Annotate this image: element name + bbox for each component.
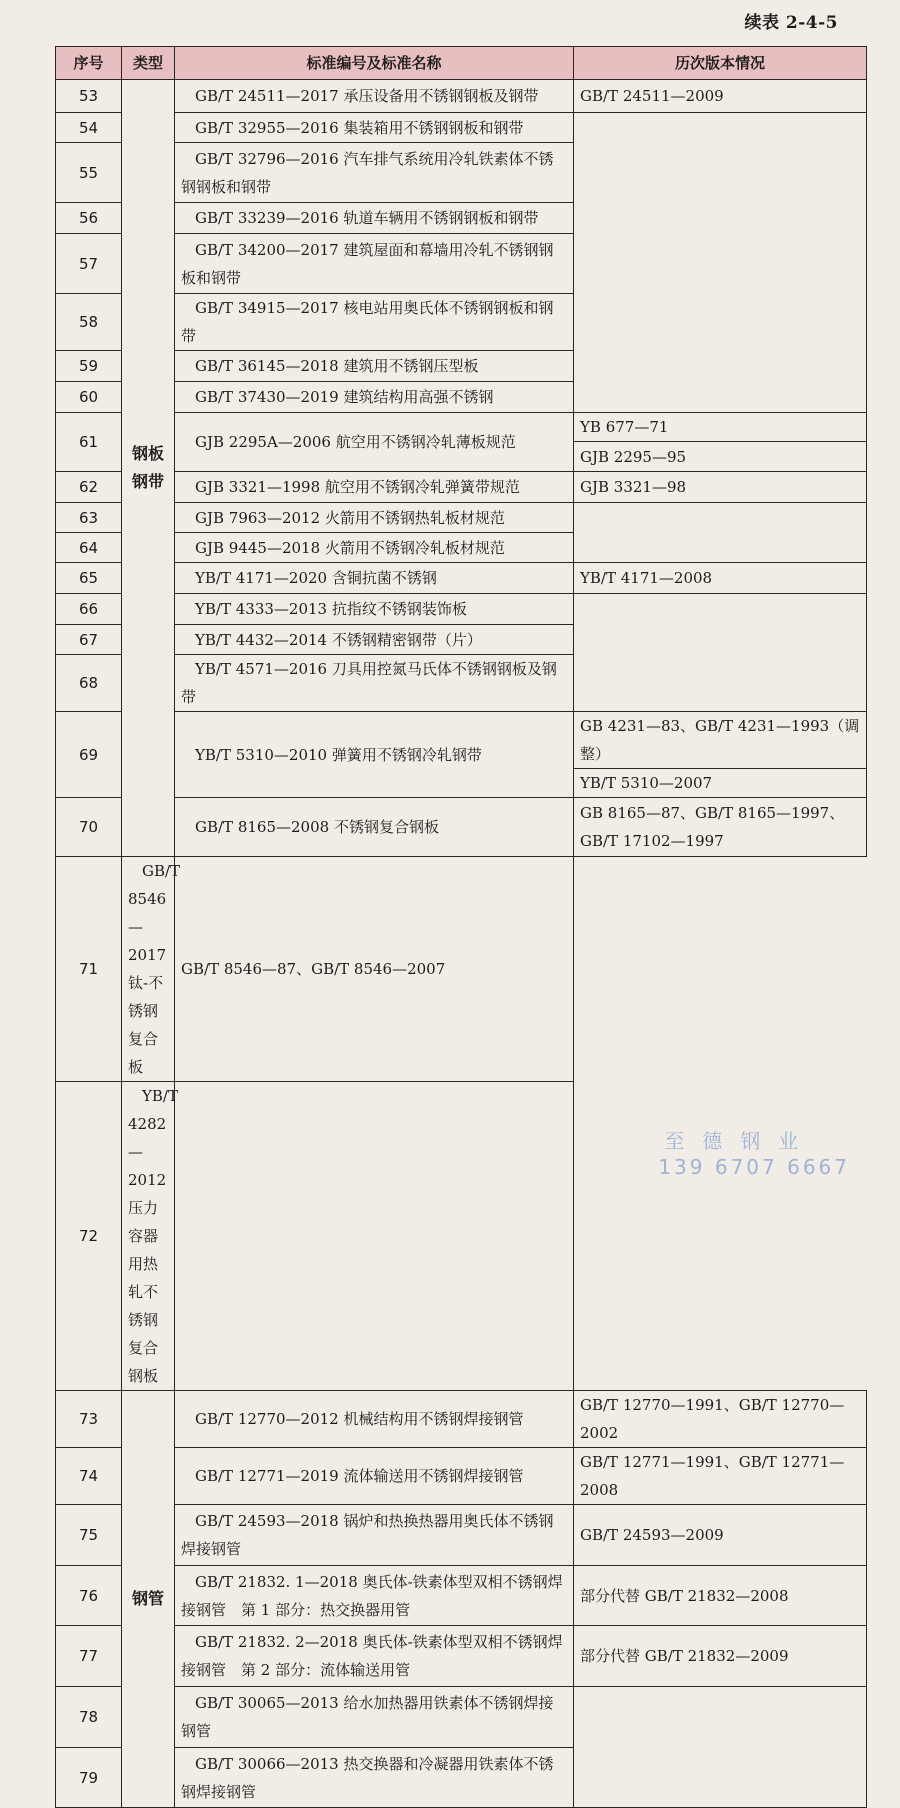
history-cell: GB/T 12770—1991、GB/T 12770—2002 [574,1391,867,1448]
row-number: 79 [56,1748,122,1808]
standard-name: GB/T 24511—2017 承压设备用不锈钢钢板及钢带 [175,80,574,113]
row-number: 63 [56,503,122,533]
standard-name: GB/T 32796—2016 汽车排气系统用冷轧铁素体不锈钢钢板和钢带 [175,143,574,203]
row-number: 71 [56,857,122,1082]
table-row [56,712,867,769]
history-cell: GJB 3321—98 [574,472,867,503]
watermark-company: 至德钢业 [664,1129,817,1153]
row-number: 53 [56,80,122,113]
row-number: 58 [56,294,122,351]
history-cell: GB/T 12771—1991、GB/T 12771—2008 [574,1448,867,1505]
standard-name: GB/T 33239—2016 轨道车辆用不锈钢钢板和钢带 [175,203,574,234]
table-row [56,113,867,143]
row-number: 77 [56,1626,122,1687]
table-row [56,1687,867,1748]
table-row [56,594,867,625]
history-cell: GB/T 8546—87、GB/T 8546—2007 [175,857,574,1082]
row-number: 68 [56,655,122,712]
watermark [658,1128,850,1180]
row-number: 57 [56,234,122,294]
standard-name: GJB 9445—2018 火箭用不锈钢冷轧板材规范 [175,533,574,563]
table-row [56,80,867,113]
history-cell [574,503,867,563]
row-number: 70 [56,798,122,857]
row-number: 54 [56,113,122,143]
row-number: 67 [56,625,122,655]
standard-name: GB/T 12771—2019 流体输送用不锈钢焊接钢管 [175,1448,574,1505]
standard-name: GB/T 32955—2016 集装箱用不锈钢钢板和钢带 [175,113,574,143]
continued-table-label: 续表 2-4-5 [744,13,838,33]
table-row [56,1391,867,1448]
standard-name: GB/T 12770—2012 机械结构用不锈钢焊接钢管 [175,1391,574,1448]
standard-name: YB/T 4282—2012 压力容器用热轧不锈钢复合钢板 [122,1082,175,1391]
history-cell: 部分代替 GB/T 21832—2008 [574,1566,867,1626]
history-cell [175,1082,574,1391]
standard-name: GB/T 30066—2013 热交换器和冷凝器用铁素体不锈钢焊接钢管 [175,1748,574,1808]
history-cell: GB/T 24511—2009 [574,80,867,113]
history-cell: YB/T 5310—2007 [574,769,867,798]
history-cell: GB/T 24593—2009 [574,1505,867,1566]
table-header-row [56,47,867,80]
table-row [56,472,867,503]
row-number: 78 [56,1687,122,1748]
row-number: 76 [56,1566,122,1626]
category-cell [122,80,175,857]
table-row [56,1505,867,1566]
row-number: 74 [56,1448,122,1505]
table-row [56,798,867,857]
standard-name: GB/T 36145—2018 建筑用不锈钢压型板 [175,351,574,382]
standard-name: GB/T 37430—2019 建筑结构用高强不锈钢 [175,382,574,413]
standard-name: GB/T 8165—2008 不锈钢复合钢板 [175,798,574,857]
table-row [56,1566,867,1626]
watermark-phone: 139 6707 6667 [658,1155,850,1179]
row-number: 69 [56,712,122,798]
header-type: 类型 [122,47,175,80]
standard-name: YB/T 4333—2013 抗指纹不锈钢装饰板 [175,594,574,625]
standards-table [55,46,867,1808]
row-number: 72 [56,1082,122,1391]
header-history: 历次版本情况 [574,47,867,80]
row-number: 56 [56,203,122,234]
table-row [56,1626,867,1687]
standard-name: GJB 7963—2012 火箭用不锈钢热轧板材规范 [175,503,574,533]
header-standard: 标准编号及标准名称 [175,47,574,80]
history-cell: YB 677—71 [574,413,867,442]
standard-name: GB/T 34200—2017 建筑屋面和幕墙用冷轧不锈钢钢板和钢带 [175,234,574,294]
history-cell: GJB 2295—95 [574,442,867,472]
row-number: 75 [56,1505,122,1566]
history-cell: GB 4231—83、GB/T 4231—1993（调整） [574,712,867,769]
standard-name: GB/T 21832. 1—2018 奥氏体-铁素体型双相不锈钢焊接钢管 第 1 部分：热交换器用管 [175,1566,574,1626]
row-number: 62 [56,472,122,503]
table-row [56,503,867,533]
row-number: 73 [56,1391,122,1448]
standard-name: YB/T 5310—2010 弹簧用不锈钢冷轧钢带 [175,712,574,798]
standard-name: YB/T 4432—2014 不锈钢精密钢带（片） [175,625,574,655]
row-number: 60 [56,382,122,413]
row-number: 59 [56,351,122,382]
history-cell: YB/T 4171—2008 [574,563,867,594]
history-cell: 部分代替 GB/T 21832—2009 [574,1626,867,1687]
standard-name: GB/T 21832. 2—2018 奥氏体-铁素体型双相不锈钢焊接钢管 第 2 部分：流体输送用管 [175,1626,574,1687]
row-number: 66 [56,594,122,625]
row-number: 61 [56,413,122,472]
standard-name: GB/T 30065—2013 给水加热器用铁素体不锈钢焊接钢管 [175,1687,574,1748]
row-number: 55 [56,143,122,203]
standard-name: GB/T 34915—2017 核电站用奥氏体不锈钢钢板和钢带 [175,294,574,351]
header-number: 序号 [56,47,122,80]
category-cell [122,1391,175,1808]
history-cell [574,594,867,712]
standard-name: YB/T 4571—2016 刀具用控氮马氏体不锈钢钢板及钢带 [175,655,574,712]
table-row [56,857,867,1082]
standard-name: YB/T 4171—2020 含铜抗菌不锈钢 [175,563,574,594]
standard-name: GJB 2295A—2006 航空用不锈钢冷轧薄板规范 [175,413,574,472]
table-row [56,1448,867,1505]
table-row [56,563,867,594]
standard-name: GB/T 24593—2018 锅炉和热换热器用奥氏体不锈钢焊接钢管 [175,1505,574,1566]
category-label: 钢管 [132,1589,165,1608]
history-cell [574,1687,867,1808]
standard-name: GJB 3321—1998 航空用不锈钢冷轧弹簧带规范 [175,472,574,503]
row-number: 65 [56,563,122,594]
table-row [56,413,867,442]
history-cell [574,113,867,413]
standard-name: GB/T 8546—2017 钛-不锈钢复合板 [122,857,175,1082]
category-label: 钢板钢带 [132,444,165,491]
row-number: 64 [56,533,122,563]
history-cell: GB 8165—87、GB/T 8165—1997、GB/T 17102—1997 [574,798,867,857]
